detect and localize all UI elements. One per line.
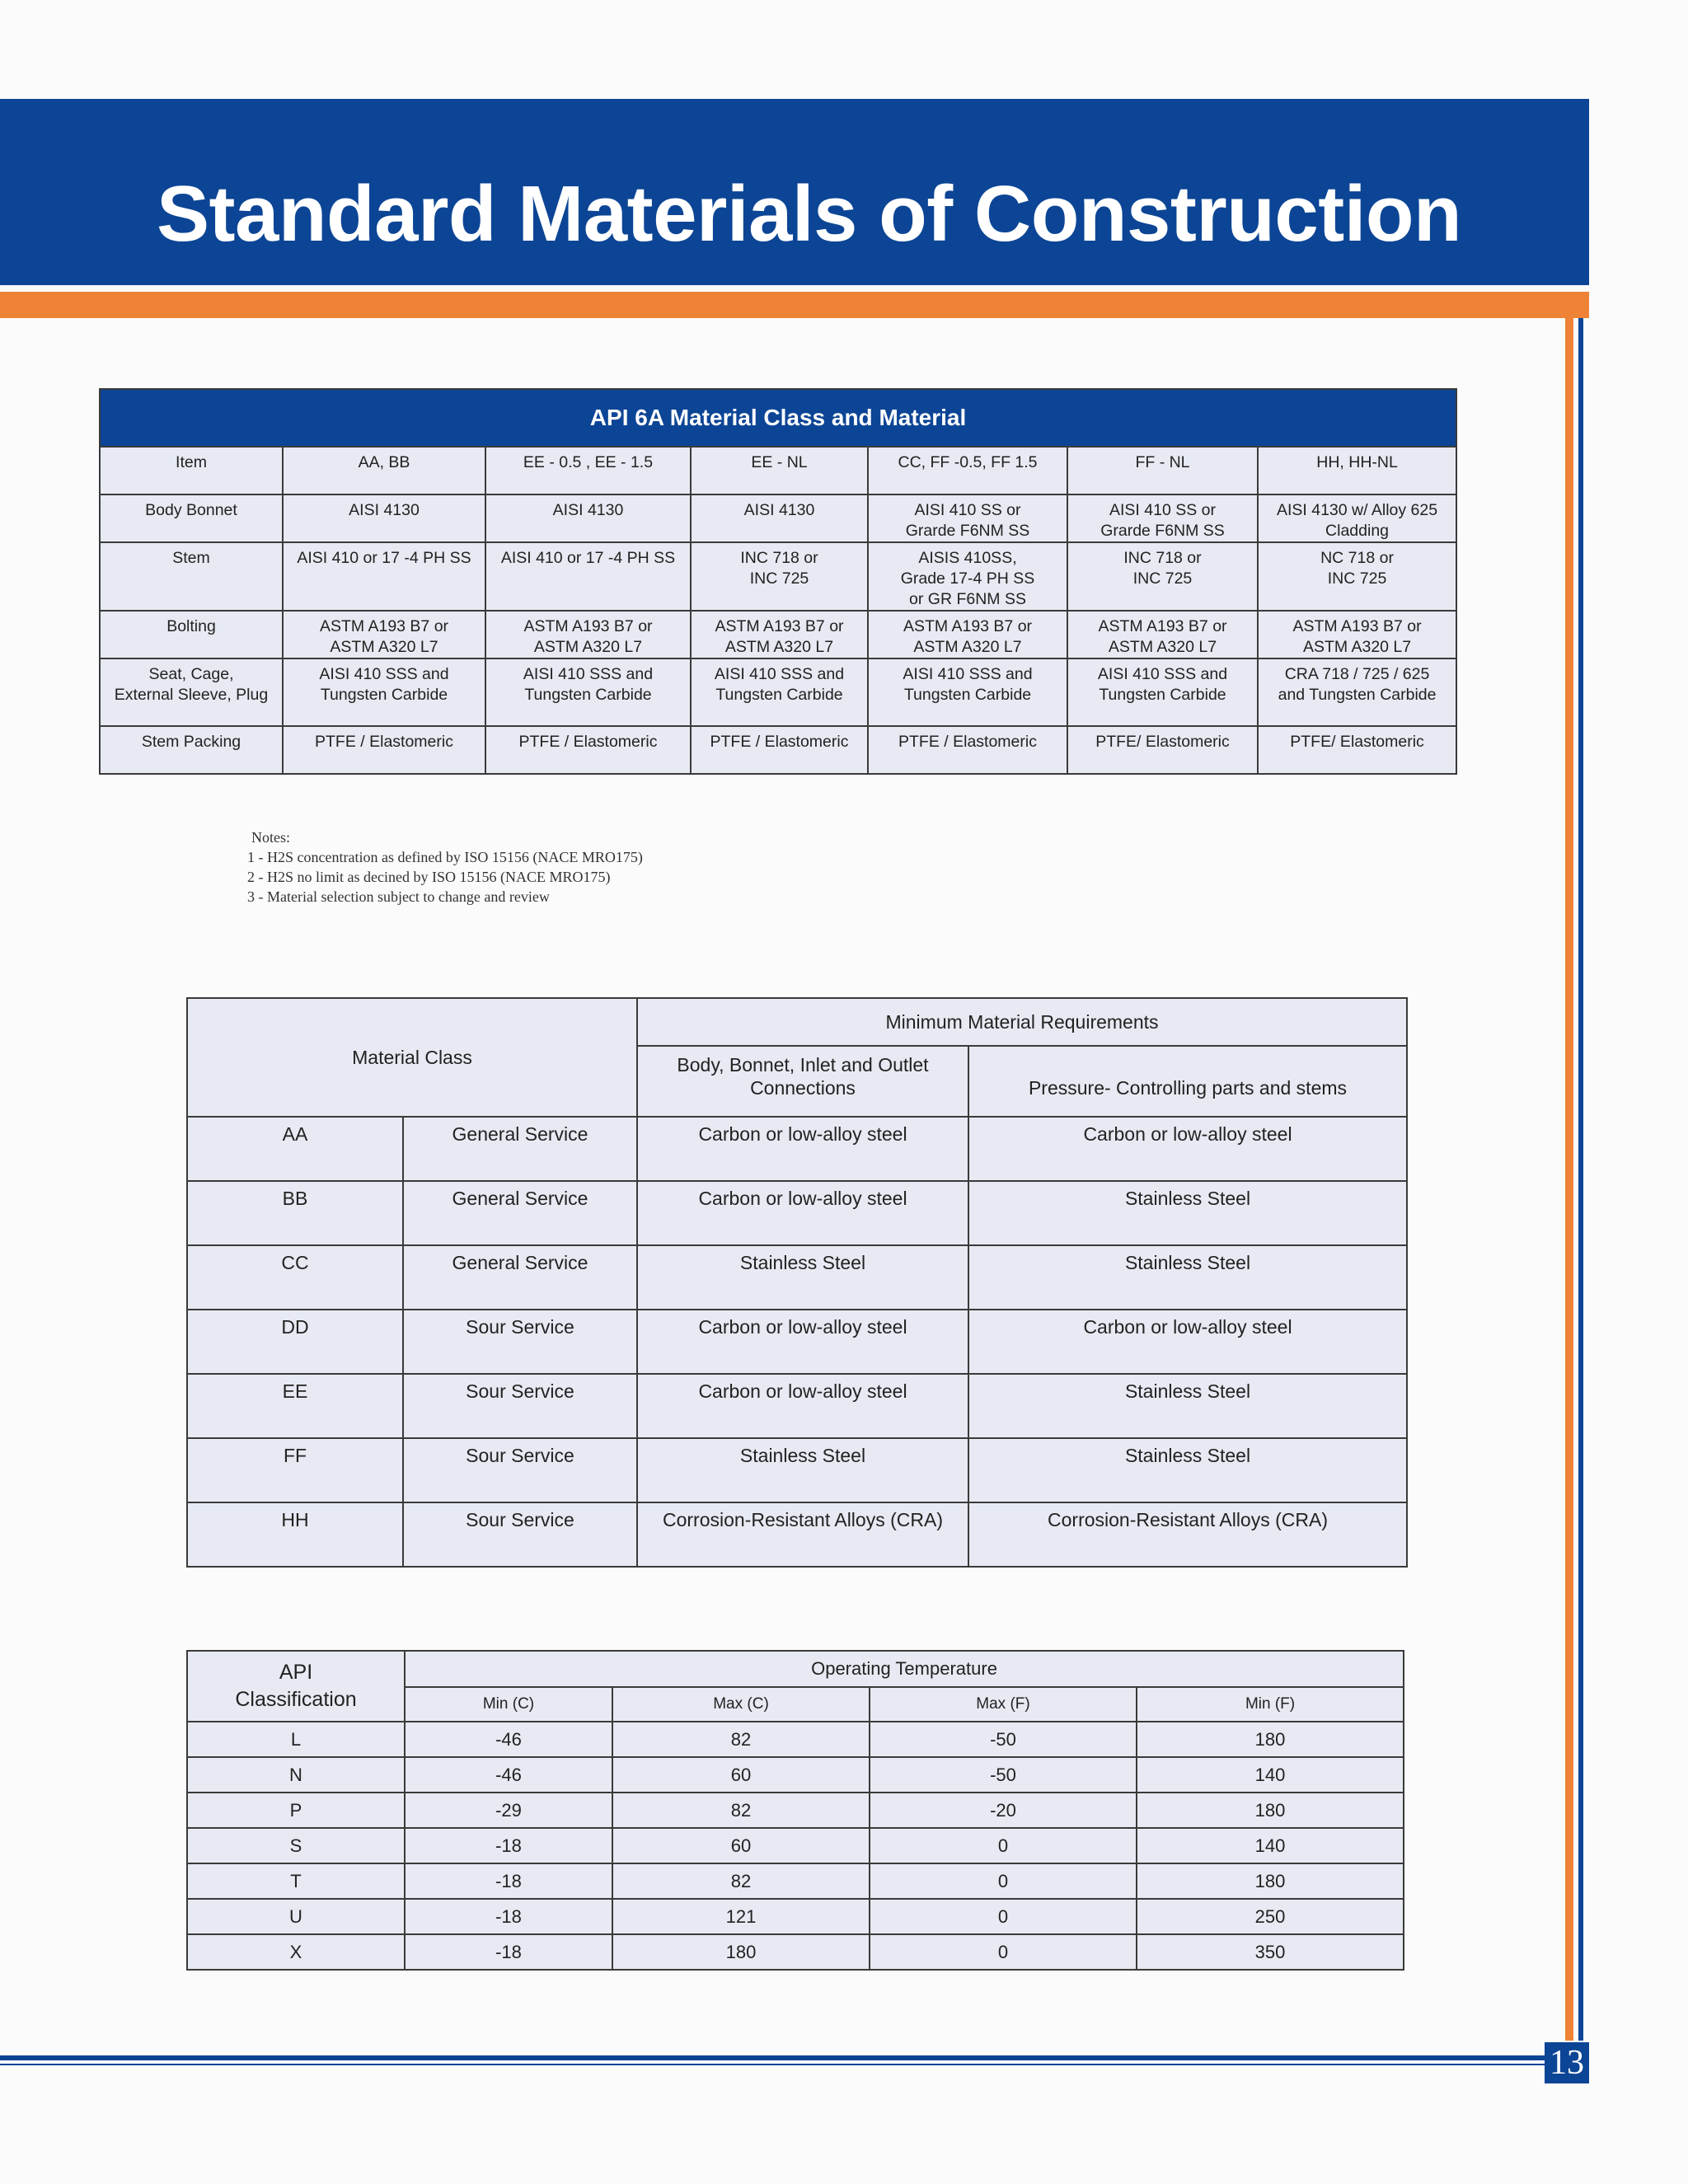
table-cell: -18 [405, 1899, 612, 1934]
notes-block [247, 827, 643, 907]
row-label: Seat, Cage, External Sleeve, Plug [100, 658, 283, 726]
header-api-classification: API Classification [187, 1651, 405, 1722]
table-cell: ASTM A193 B7 or ASTM A320 L7 [1067, 611, 1258, 658]
row-label: Stem [100, 542, 283, 611]
table-cell: 0 [870, 1934, 1137, 1970]
class-code: X [187, 1934, 405, 1970]
table-cell: 350 [1137, 1934, 1404, 1970]
table-cell: -18 [405, 1934, 612, 1970]
table-cell: Stainless Steel [637, 1245, 968, 1310]
table-cell: AISI 410 or 17 -4 PH SS [485, 542, 691, 611]
table-cell: PTFE / Elastomeric [691, 726, 868, 774]
class-code: EE [187, 1374, 403, 1438]
table-cell: -29 [405, 1793, 612, 1828]
table-cell: Carbon or low-alloy steel [968, 1310, 1407, 1374]
service-type: General Service [403, 1181, 637, 1245]
minimum-material-requirements-table [186, 997, 1408, 1568]
table-cell: 60 [612, 1757, 870, 1793]
class-code: BB [187, 1181, 403, 1245]
table-cell: ASTM A193 B7 or ASTM A320 L7 [1258, 611, 1456, 658]
class-code: N [187, 1757, 405, 1793]
table-row [100, 658, 1456, 726]
table-cell: ASTM A193 B7 or ASTM A320 L7 [691, 611, 868, 658]
table-cell: AISI 410 SSS and Tungsten Carbide [868, 658, 1067, 726]
note-item: 2 - H2S no limit as decined by ISO 15156 (NACE MRO175) [247, 869, 611, 885]
table-cell: 0 [870, 1828, 1137, 1863]
table-cell: PTFE / Elastomeric [868, 726, 1067, 774]
table-cell: 0 [870, 1863, 1137, 1899]
table-cell: 82 [612, 1863, 870, 1899]
table-row [100, 611, 1456, 658]
table-cell: -20 [870, 1793, 1137, 1828]
table-cell: 140 [1137, 1828, 1404, 1863]
table-cell: AISI 4130 [485, 494, 691, 542]
header-cell: Max (C) [612, 1687, 870, 1722]
header-cell: EE - 0.5 , EE - 1.5 [485, 447, 691, 494]
table-cell: -50 [870, 1757, 1137, 1793]
table-cell: 180 [1137, 1863, 1404, 1899]
table-row [187, 1757, 1404, 1793]
table-cell: 180 [1137, 1722, 1404, 1757]
table-cell: Corrosion-Resistant Alloys (CRA) [968, 1502, 1407, 1567]
table-header-row [100, 447, 1456, 494]
table-caption: API 6A Material Class and Material [100, 389, 1456, 447]
table-row [100, 726, 1456, 774]
table-row [187, 1934, 1404, 1970]
header-cell: Max (F) [870, 1687, 1137, 1722]
header-cell: Min (F) [1137, 1687, 1404, 1722]
footer-rule-thin [0, 2064, 1546, 2065]
service-type: Sour Service [403, 1310, 637, 1374]
table-cell: -46 [405, 1722, 612, 1757]
class-code: L [187, 1722, 405, 1757]
table-cell: AISI 410 or 17 -4 PH SS [283, 542, 485, 611]
table-cell: AISI 410 SSS and Tungsten Carbide [485, 658, 691, 726]
table-row [100, 542, 1456, 611]
table-row [187, 1828, 1404, 1863]
class-code: U [187, 1899, 405, 1934]
table-cell: Carbon or low-alloy steel [637, 1181, 968, 1245]
table-row [187, 1793, 1404, 1828]
table-cell: Stainless Steel [968, 1245, 1407, 1310]
row-label: Stem Packing [100, 726, 283, 774]
table-cell: AISI 410 SS or Grarde F6NM SS [868, 494, 1067, 542]
operating-temperature-table [186, 1650, 1404, 1971]
table-cell: INC 718 or INC 725 [691, 542, 868, 611]
table-row [187, 1117, 1407, 1181]
table-cell: AISIS 410SS, Grade 17-4 PH SS or GR F6NM SS [868, 542, 1067, 611]
table-cell: AISI 410 SS or Grarde F6NM SS [1067, 494, 1258, 542]
note-item: 3 - Material selection subject to change and review [247, 888, 550, 905]
table-cell: ASTM A193 B7 or ASTM A320 L7 [283, 611, 485, 658]
right-orange-rule [1565, 318, 1573, 2041]
table-row [187, 1310, 1407, 1374]
table-cell: INC 718 or INC 725 [1067, 542, 1258, 611]
header-cell: Min (C) [405, 1687, 612, 1722]
table-cell: 60 [612, 1828, 870, 1863]
class-code: CC [187, 1245, 403, 1310]
service-type: General Service [403, 1117, 637, 1181]
table-cell: ASTM A193 B7 or ASTM A320 L7 [485, 611, 691, 658]
table-cell: AISI 410 SSS and Tungsten Carbide [283, 658, 485, 726]
page-number: 13 [1545, 2042, 1589, 2083]
table-cell: Stainless Steel [637, 1438, 968, 1502]
class-code: T [187, 1863, 405, 1899]
table-cell: 180 [612, 1934, 870, 1970]
table-cell: Stainless Steel [968, 1181, 1407, 1245]
page-title: Standard Materials of Construction [157, 170, 1462, 258]
table-cell: -46 [405, 1757, 612, 1793]
table-cell: 121 [612, 1899, 870, 1934]
header-cell: AA, BB [283, 447, 485, 494]
service-type: Sour Service [403, 1502, 637, 1567]
table-cell: PTFE/ Elastomeric [1067, 726, 1258, 774]
class-code: HH [187, 1502, 403, 1567]
table-row [187, 1502, 1407, 1567]
table-cell: 180 [1137, 1793, 1404, 1828]
header-cell: Item [100, 447, 283, 494]
header-cell: FF - NL [1067, 447, 1258, 494]
table-cell: CRA 718 / 725 / 625 and Tungsten Carbide [1258, 658, 1456, 726]
class-code: P [187, 1793, 405, 1828]
table-cell: PTFE / Elastomeric [485, 726, 691, 774]
table-cell: Carbon or low-alloy steel [637, 1374, 968, 1438]
table-row [100, 494, 1456, 542]
accent-band [0, 292, 1589, 318]
table-row [187, 1245, 1407, 1310]
table-cell: Stainless Steel [968, 1374, 1407, 1438]
table-cell: AISI 410 SSS and Tungsten Carbide [691, 658, 868, 726]
header-pressure-parts: Pressure- Controlling parts and stems [968, 1046, 1407, 1117]
service-type: Sour Service [403, 1374, 637, 1438]
table-cell: 82 [612, 1793, 870, 1828]
table-row [187, 1438, 1407, 1502]
table-cell: NC 718 or INC 725 [1258, 542, 1456, 611]
notes-title: Notes: [251, 829, 290, 846]
table-cell: PTFE/ Elastomeric [1258, 726, 1456, 774]
header-min-requirements: Minimum Material Requirements [637, 998, 1407, 1046]
table-row [187, 1863, 1404, 1899]
table-cell: Carbon or low-alloy steel [637, 1117, 968, 1181]
class-code: S [187, 1828, 405, 1863]
footer-rule [0, 2055, 1546, 2060]
right-blue-rule [1578, 318, 1583, 2041]
table-cell: AISI 4130 [691, 494, 868, 542]
row-label: Bolting [100, 611, 283, 658]
table-row [187, 1374, 1407, 1438]
header-cell: HH, HH-NL [1258, 447, 1456, 494]
table-cell: Stainless Steel [968, 1438, 1407, 1502]
header-cell: CC, FF -0.5, FF 1.5 [868, 447, 1067, 494]
table-row [187, 1722, 1404, 1757]
table-cell: AISI 4130 [283, 494, 485, 542]
table-cell: -18 [405, 1863, 612, 1899]
class-code: AA [187, 1117, 403, 1181]
class-code: FF [187, 1438, 403, 1502]
header-operating-temperature: Operating Temperature [405, 1651, 1404, 1687]
table-cell: PTFE / Elastomeric [283, 726, 485, 774]
table-cell: Carbon or low-alloy steel [968, 1117, 1407, 1181]
class-code: DD [187, 1310, 403, 1374]
table-cell: -18 [405, 1828, 612, 1863]
table-row [187, 1181, 1407, 1245]
header-cell: EE - NL [691, 447, 868, 494]
table-cell: Corrosion-Resistant Alloys (CRA) [637, 1502, 968, 1567]
table-cell: 82 [612, 1722, 870, 1757]
table-row [187, 1899, 1404, 1934]
table-cell: 140 [1137, 1757, 1404, 1793]
service-type: Sour Service [403, 1438, 637, 1502]
table-cell: Carbon or low-alloy steel [637, 1310, 968, 1374]
note-item: 1 - H2S concentration as defined by ISO 15156 (NACE MRO175) [247, 849, 643, 865]
table-cell: 250 [1137, 1899, 1404, 1934]
table-cell: ASTM A193 B7 or ASTM A320 L7 [868, 611, 1067, 658]
header-body-bonnet: Body, Bonnet, Inlet and Outlet Connections [637, 1046, 968, 1117]
row-label: Body Bonnet [100, 494, 283, 542]
header-material-class: Material Class [187, 998, 637, 1117]
table-cell: 0 [870, 1899, 1137, 1934]
table-cell: AISI 4130 w/ Alloy 625 Cladding [1258, 494, 1456, 542]
service-type: General Service [403, 1245, 637, 1310]
table-cell: -50 [870, 1722, 1137, 1757]
material-class-table [99, 388, 1457, 775]
table-cell: AISI 410 SSS and Tungsten Carbide [1067, 658, 1258, 726]
